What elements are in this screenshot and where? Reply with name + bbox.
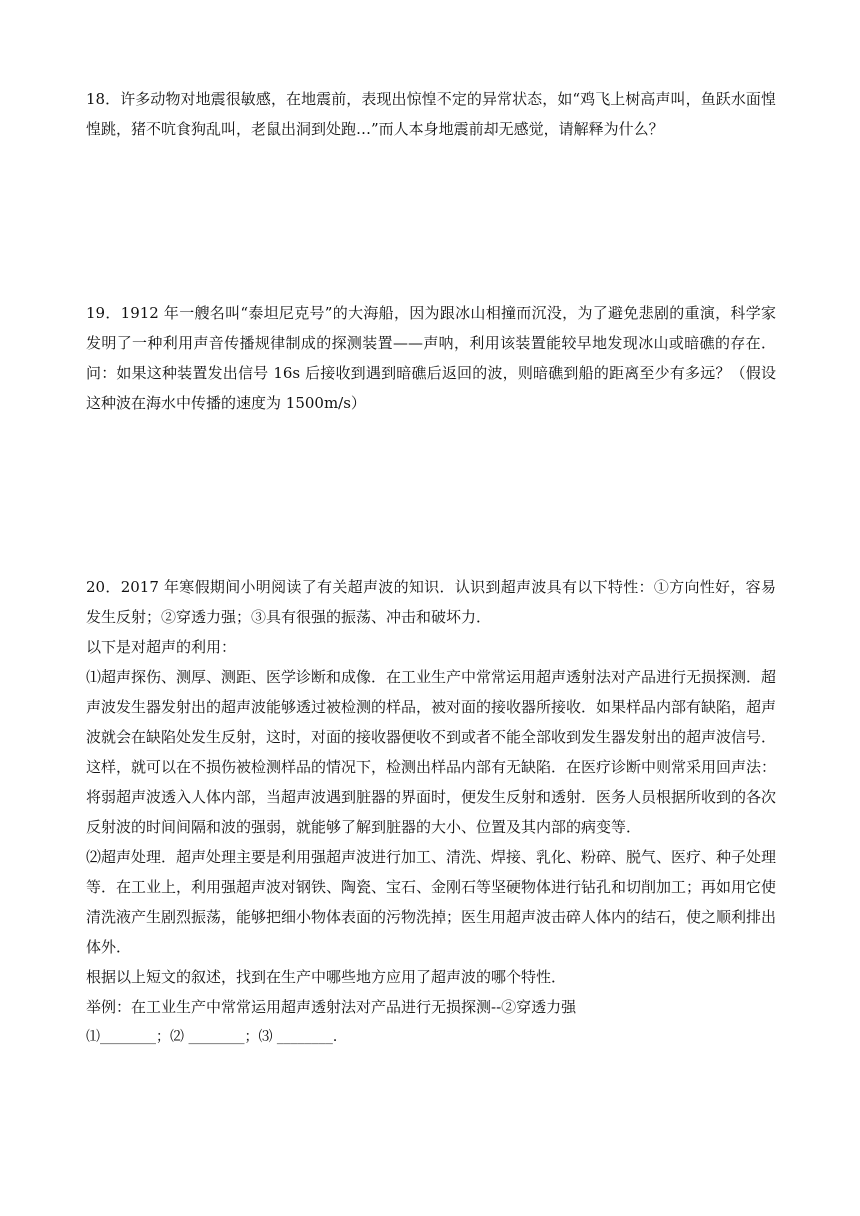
- question-19: [86, 298, 776, 418]
- question-20-intro: 20．2017 年寒假期间小明阅读了有关超声波的知识．认识到超声波具有以下特性：①方向性好，容易发生反射；②穿透力强；③具有很强的振荡、冲击和破坏力．: [86, 578, 776, 626]
- question-20: [86, 572, 776, 1052]
- question-20-uses-heading: 以下是对超声的利用：: [86, 638, 237, 656]
- question-19-text: 19．1912 年一艘名叫“泰坦尼克号”的大海船，因为跟冰山相撞而沉没，为了避免悲剧的重演，科学家发明了一种利用声音传播规律制成的探测装置——声呐，利用该装置能较早地发现冰山或暗礁的存在．问：如果这种装置发出信号 16s 后接收到遇到暗礁后返回的波，则暗礁到船的距离至少有多远？（假设这种波在海水中传播的速度为 1500m/s）: [86, 304, 776, 412]
- question-18-text: 18．许多动物对地震很敏感，在地震前，表现出惊惶不定的异常状态，如“鸡飞上树高声叫，鱼跃水面惶惶跳，猪不吭食狗乱叫，老鼠出洞到处跑…”而人本身地震前却无感觉，请解释为什么？: [86, 90, 776, 138]
- question-20-answer-blanks[interactable]: ⑴________；⑵ ________；⑶ ________．: [86, 1029, 347, 1045]
- question-20-task: 根据以上短文的叙述，找到在生产中哪些地方应用了超声波的哪个特性．: [86, 968, 567, 986]
- question-20-paragraph-2: ⑵超声处理．超声处理主要是利用强超声波进行加工、清洗、焊接、乳化、粉碎、脱气、医疗、种子处理等．在工业上，利用强超声波对钢铁、陶瓷、宝石、金刚石等坚硬物体进行钻孔和切削加工；再如用它使清洗液产生剧烈振荡，能够把细小物体表面的污物洗掉；医生用超声波击碎人体内的结石，使之顺利排出体外．: [86, 848, 777, 956]
- question-18: [86, 84, 776, 144]
- question-20-example: 举例：在工业生产中常常运用超声透射法对产品进行无损探测--②穿透力强: [86, 998, 577, 1016]
- question-20-paragraph-1: ⑴超声探伤、测厚、测距、医学诊断和成像．在工业生产中常常运用超声透射法对产品进行无损探测．超声波发生器发射出的超声波能够透过被检测的样品，被对面的接收器所接收．如果样品内部有缺陷，超声波就会在缺陷处发生反射，这时，对面的接收器便收不到或者不能全部收到发生器发射出的超声波信号．这样，就可以在不损伤被检测样品的情况下，检测出样品内部有无缺陷．在医疗诊断中则常采用回声法：将弱超声波透入人体内部，当超声波遇到脏器的界面时，便发生反射和透射．医务人员根据所收到的各次反射波的时间间隔和波的强弱，就能够了解到脏器的大小、位置及其内部的病变等．: [86, 668, 777, 836]
